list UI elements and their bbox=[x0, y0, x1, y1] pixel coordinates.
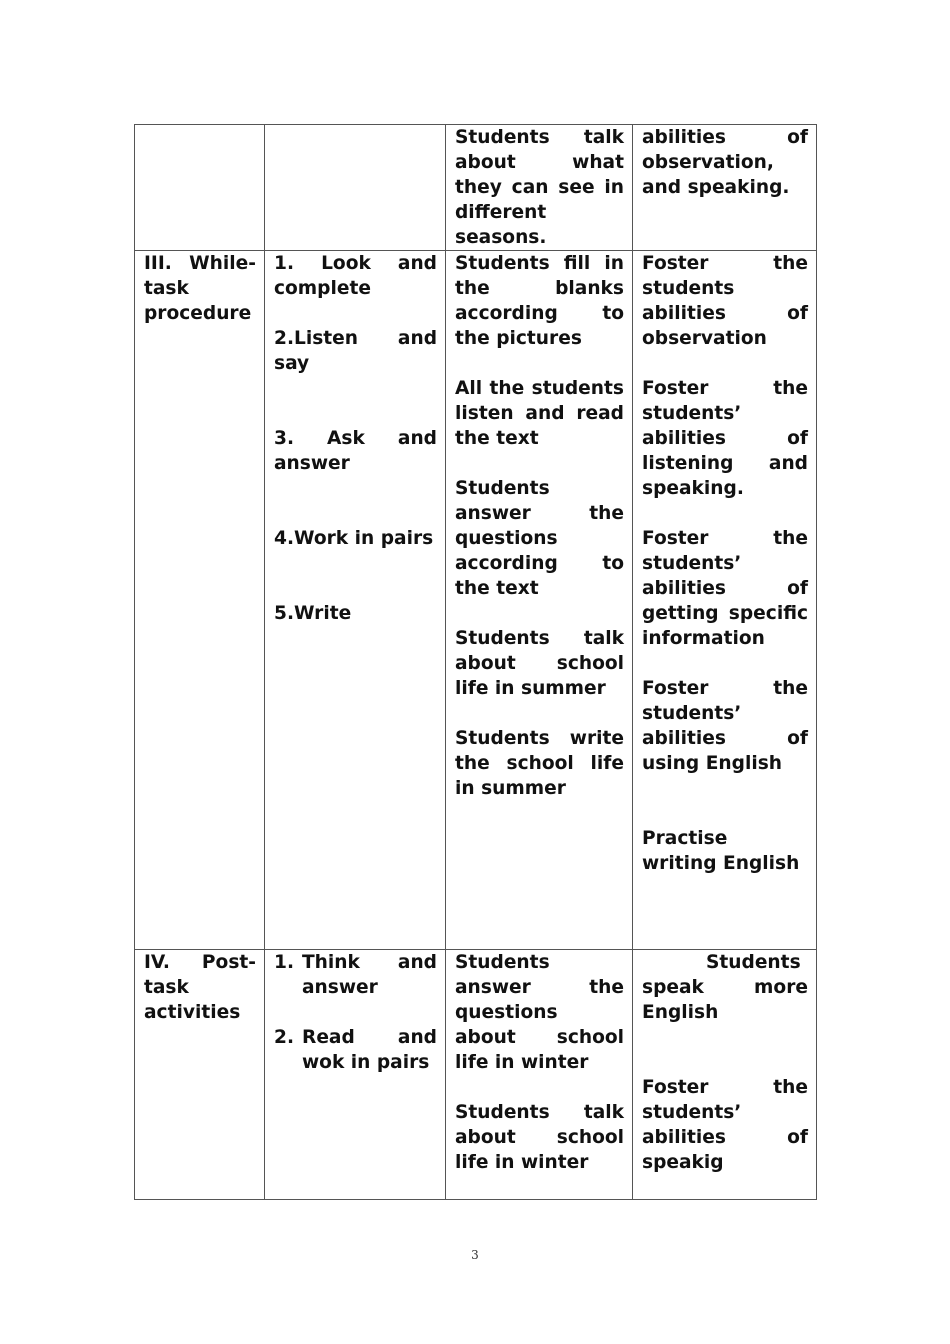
purpose-item: Foster the students abilities of observation bbox=[642, 253, 808, 349]
activity-item: Students fill in the blanks according to the pictures bbox=[455, 253, 624, 349]
purpose-item: Foster the students’ abilities of getting specific information bbox=[642, 528, 808, 649]
steps-cell bbox=[265, 125, 446, 251]
step-item: 5.Write bbox=[274, 603, 352, 624]
activity-cell: Students talk about what they can see in different seasons. bbox=[446, 125, 633, 251]
step-item: 2.Listen and say bbox=[274, 328, 437, 374]
purpose-item: Foster the students’ abilities of using English bbox=[642, 678, 808, 774]
lesson-plan-table bbox=[134, 124, 817, 1200]
table-row bbox=[135, 950, 817, 1200]
purpose-cell: abilities of observation, and speaking. bbox=[633, 125, 817, 251]
table-row bbox=[135, 125, 817, 251]
table-row bbox=[135, 251, 817, 950]
step-text: Read and wok in pairs bbox=[302, 1027, 437, 1073]
step-item bbox=[274, 1025, 437, 1075]
activity-item: Students talk about school life in summer bbox=[455, 628, 624, 699]
activity-item: Students talk about school life in winter bbox=[455, 1102, 624, 1173]
activity-cell bbox=[446, 251, 633, 950]
activity-item: All the students listen and read the text bbox=[455, 378, 624, 449]
activity-cell bbox=[446, 950, 633, 1200]
purpose-item: Foster the students’ abilities of speakig bbox=[642, 1077, 808, 1173]
stage-cell bbox=[135, 251, 265, 950]
step-item: 1. Look and complete bbox=[274, 253, 437, 299]
steps-cell bbox=[265, 950, 446, 1200]
stage-cell bbox=[135, 950, 265, 1200]
stage-label: III. While-task procedure bbox=[144, 253, 256, 324]
purpose-item: Students speak more English bbox=[642, 952, 808, 1023]
step-number: 2. bbox=[274, 1027, 295, 1048]
steps-cell bbox=[265, 251, 446, 950]
activity-item: Students write the school life in summer bbox=[455, 728, 624, 799]
step-number: 1. bbox=[274, 952, 295, 973]
page-number: 3 bbox=[471, 1248, 479, 1262]
step-text: Think and answer bbox=[302, 952, 437, 998]
step-item bbox=[274, 950, 437, 1000]
activity-item: Students answer the questions about school life in winter bbox=[455, 952, 624, 1073]
step-item: 3. Ask and answer bbox=[274, 428, 437, 474]
step-item: 4.Work in pairs bbox=[274, 528, 434, 549]
stage-cell bbox=[135, 125, 265, 251]
stage-label: IV. Post-task activities bbox=[144, 952, 256, 1023]
purpose-cell bbox=[633, 950, 817, 1200]
purpose-item: Foster the students’ abilities of listening and speaking. bbox=[642, 378, 808, 499]
purpose-cell bbox=[633, 251, 817, 950]
purpose-item: Practise writing English bbox=[642, 828, 800, 874]
activity-item: Students answer the questions according to the text bbox=[455, 478, 624, 599]
